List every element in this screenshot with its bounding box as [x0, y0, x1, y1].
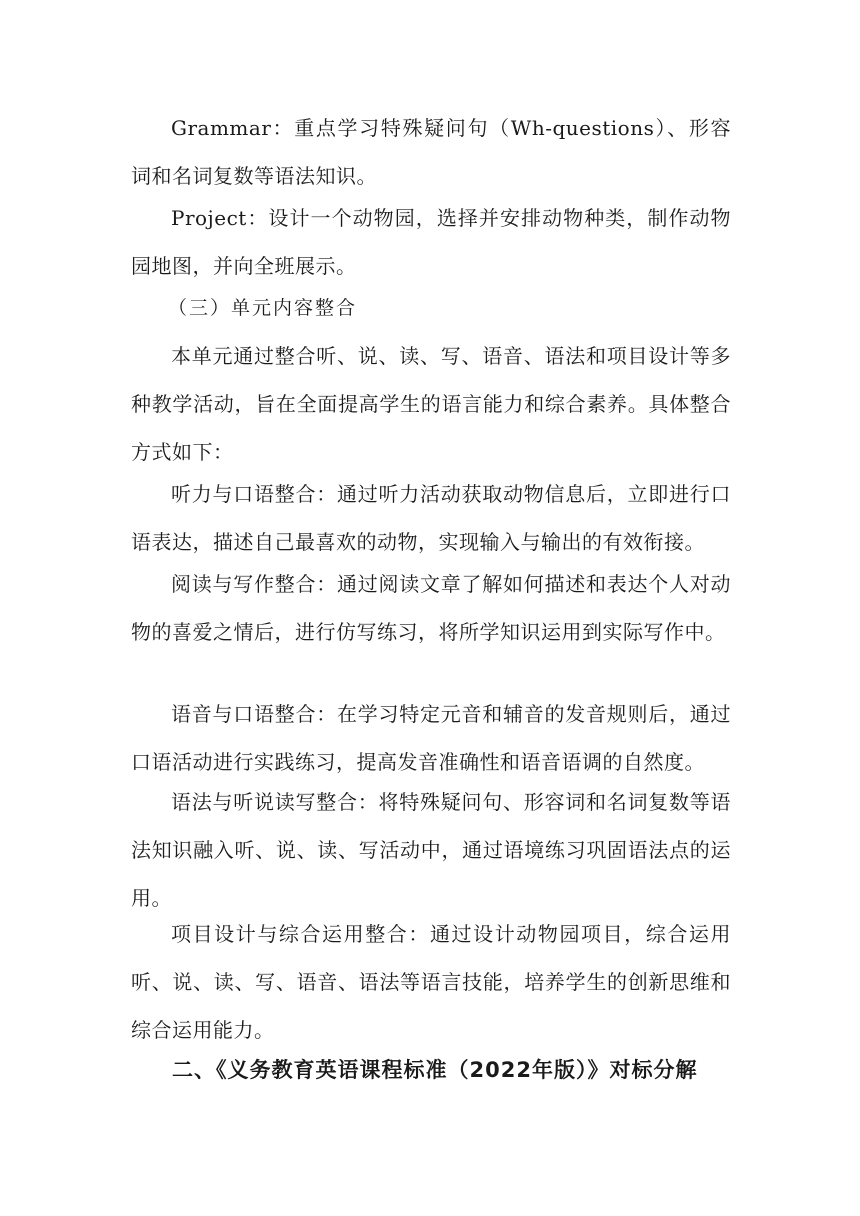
- project-application-paragraph: 项目设计与综合运用整合：通过设计动物园项目，综合运用听、说、读、写、语音、语法等语言技能，培养学生的创新思维和综合运用能力。: [131, 922, 731, 1042]
- reading-writing-paragraph: 阅读与写作整合：通过阅读文章了解如何描述和表达个人对动物的喜爱之情后，进行仿写练习，将所学知识运用到实际写作中。: [131, 572, 731, 644]
- project-paragraph: Project：设计一个动物园，选择并安排动物种类，制作动物园地图，并向全班展示。: [131, 206, 731, 278]
- section-heading-prefix: 二、《义务教育英语课程标准（: [172, 1057, 470, 1082]
- listening-speaking-paragraph: 听力与口语整合：通过听力活动获取动物信息后，立即进行口语表达，描述自己最喜欢的动物，实现输入与输出的有效衔接。: [131, 482, 731, 554]
- section-heading-year: 2022: [469, 1058, 532, 1082]
- phonics-speaking-paragraph: 语音与口语整合：在学习特定元音和辅音的发音规则后，通过口语活动进行实践练习，提高发音准确性和语音语调的自然度。: [131, 702, 731, 774]
- grammar-skills-paragraph: 语法与听说读写整合：将特殊疑问句、形容词和名词复数等语法知识融入听、说、读、写活动中，通过语境练习巩固语法点的运用。: [131, 790, 731, 910]
- integration-subheading: （三）单元内容整合: [168, 297, 358, 319]
- grammar-paragraph: Grammar：重点学习特殊疑问句（Wh-questions）、形容词和名词复数等语法知识。: [131, 116, 731, 188]
- section-heading-suffix: 年版）》对标分解: [531, 1057, 698, 1082]
- integration-intro-paragraph: 本单元通过整合听、说、读、写、语音、语法和项目设计等多种教学活动，旨在全面提高学生的语言能力和综合素养。具体整合方式如下：: [131, 344, 731, 464]
- section-heading: [172, 1046, 772, 1094]
